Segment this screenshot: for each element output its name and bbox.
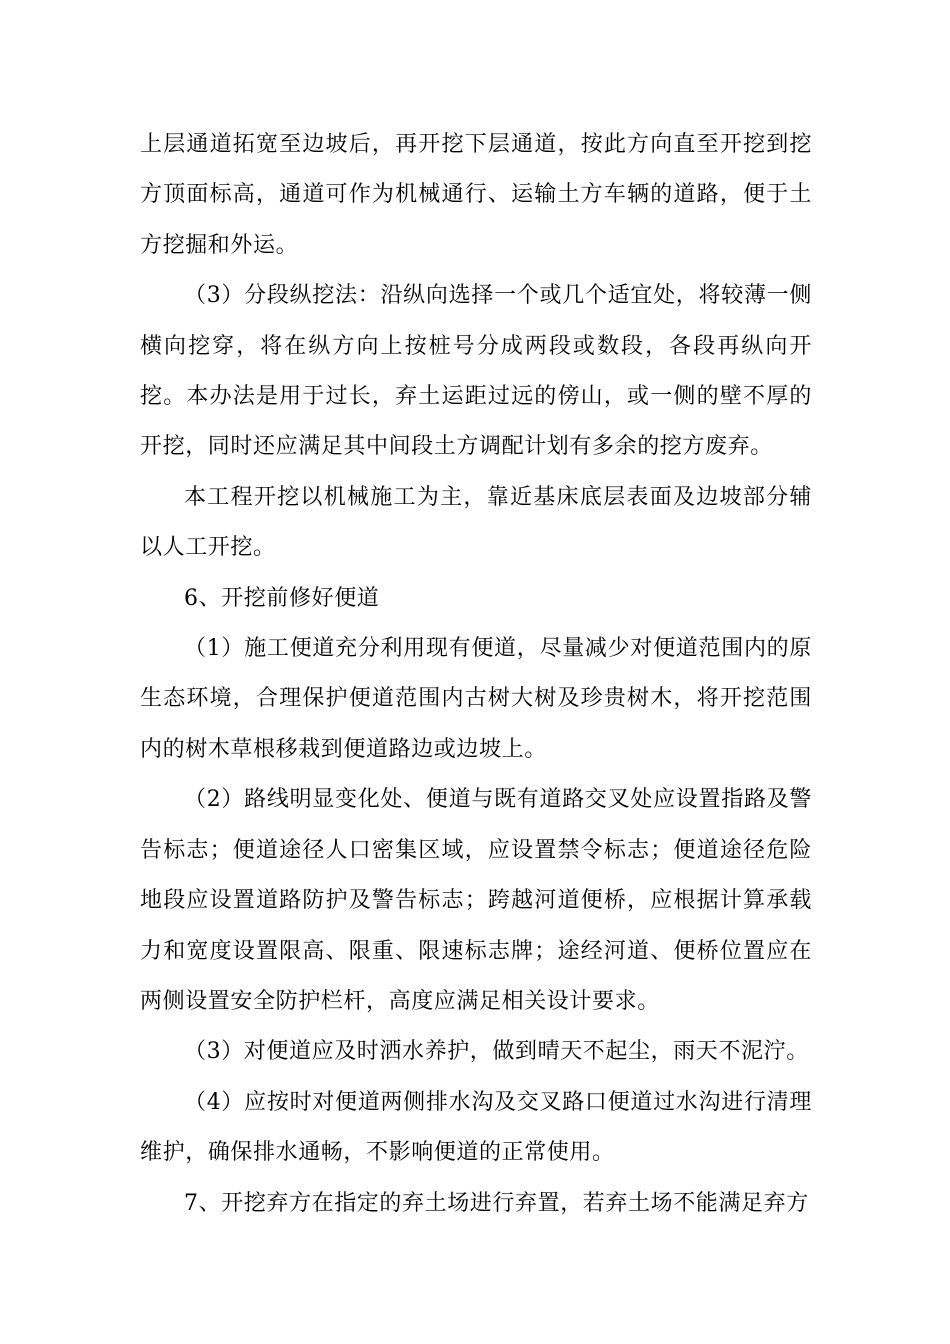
section-heading-access-road: 6、开挖前修好便道 [184,585,380,611]
section-heading-spoil-disposal: 7、开挖弃方在指定的弃土场进行弃置，若弃土场不能满足弃方 [184,1190,809,1216]
paragraph-access-road-item-4: （4）应按时对便道两侧排水沟及交叉路口便道过水沟进行清理维护，确保排水通畅，不影响便道的正常使用。 [140,1089,812,1166]
document-body [140,120,812,1229]
paragraph-access-road-item-2: （2）路线明显变化处、便道与既有道路交叉处应设置指路及警告标志；便道途径人口密集区域，应设置禁令标志；便道途径危险地段应设置道路防护及警告标志；跨越河道便桥，应根据计算承载力和宽度设置限高、限重、限速标志牌；途经河道、便桥位置应在两侧设置安全防护栏杆，高度应满足相关设计要求。 [140,787,812,1014]
paragraph-access-road-item-1: （1）施工便道充分利用现有便道，尽量减少对便道范围内的原生态环境，合理保护便道范围内古树大树及珍贵树木，将开挖范围内的树木草根移栽到便道路边或边坡上。 [140,636,812,762]
paragraph-access-road-item-3: （3）对便道应及时洒水养护，做到晴天不起尘，雨天不泥泞。 [184,1039,809,1065]
paragraph-mechanical-excavation: 本工程开挖以机械施工为主，靠近基床底层表面及边坡部分辅以人工开挖。 [140,484,812,561]
paragraph-continuation: 上层通道拓宽至边坡后，再开挖下层通道，按此方向直至开挖到挖方顶面标高，通道可作为机械通行、运输土方车辆的道路，便于土方挖掘和外运。 [140,132,812,258]
paragraph-segmented-excavation: （3）分段纵挖法：沿纵向选择一个或几个适宜处，将较薄一侧横向挖穿，将在纵方向上按桩号分成两段或数段，各段再纵向开挖。本办法是用于过长，弃土运距过远的傍山，或一侧的壁不厚的开挖，同时还应满足其中间段土方调配计划有多余的挖方废弃。 [140,283,812,460]
